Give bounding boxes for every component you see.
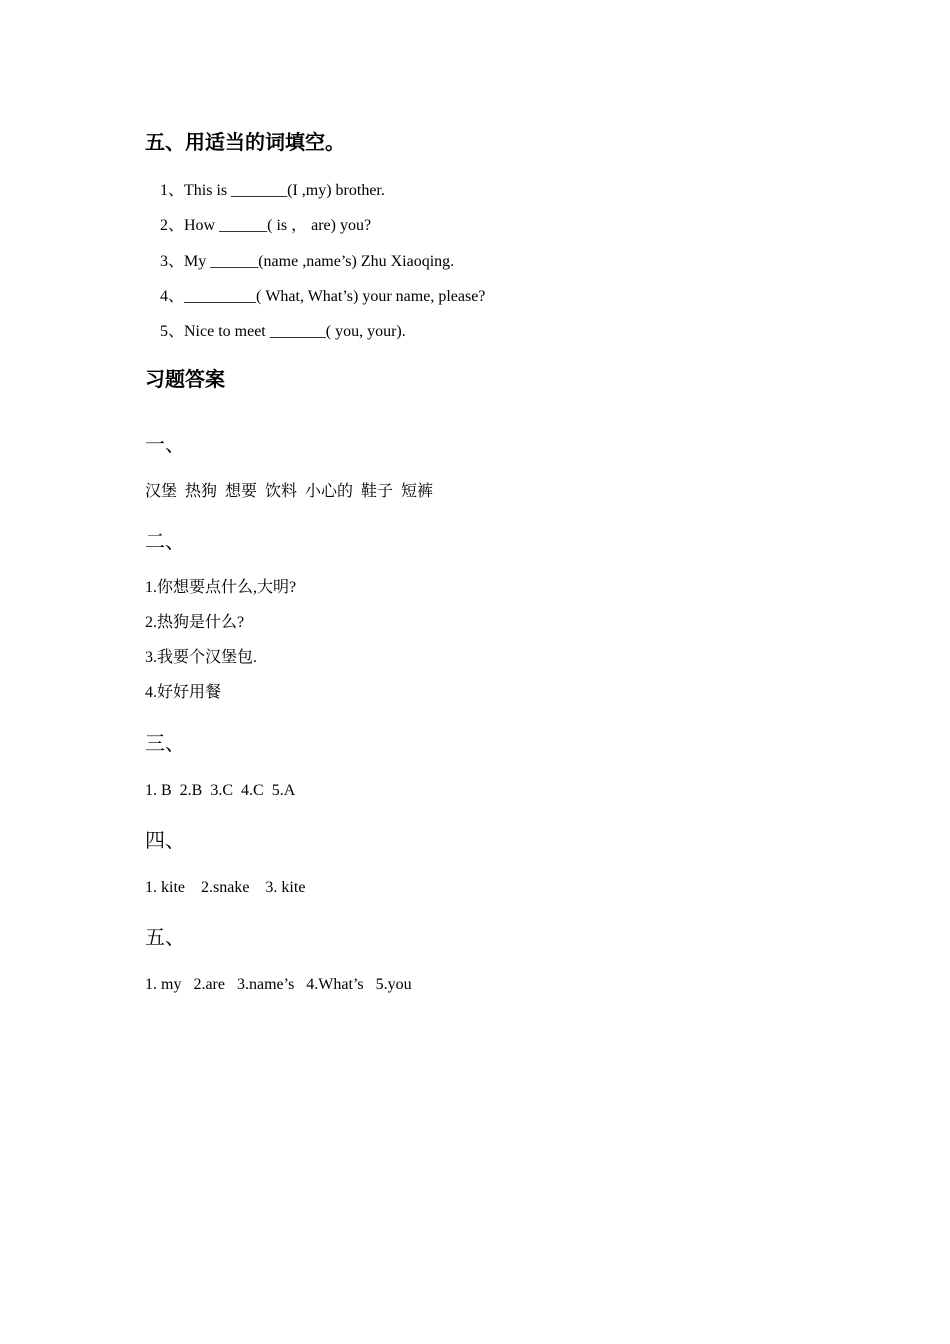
question-2: 2、How ______( is ， are) you? bbox=[160, 217, 372, 234]
question-1: 1、This is _______(I ,my) brother. bbox=[160, 182, 385, 199]
answers-title: 习题答案 bbox=[145, 367, 225, 391]
section-five-title: 五、用适当的词填空。 bbox=[145, 130, 345, 154]
answer-part-2-line-4: 4.好好用餐 bbox=[145, 684, 222, 701]
answer-part-4-label: 四、 bbox=[145, 828, 185, 852]
answer-part-2-line-1: 1.你想要点什么,大明? bbox=[145, 579, 297, 596]
question-4: 4、_________( What, What’s) your name, please? bbox=[160, 288, 486, 305]
answer-part-3-content: 1. B 2.B 3.C 4.C 5.A bbox=[145, 782, 296, 799]
question-5: 5、Nice to meet _______( you, your). bbox=[160, 323, 406, 340]
answer-part-2-label: 二、 bbox=[145, 529, 185, 553]
answer-part-3-label: 三、 bbox=[145, 731, 185, 755]
answer-part-5-label: 五、 bbox=[145, 925, 185, 949]
answer-part-5-content: 1. my 2.are 3.name’s 4.What’s 5.you bbox=[145, 976, 412, 993]
answer-part-2-line-2: 2.热狗是什么? bbox=[145, 614, 245, 631]
answer-part-2-line-3: 3.我要个汉堡包. bbox=[145, 649, 258, 666]
answer-part-1-content: 汉堡 热狗 想要 饮料 小心的 鞋子 短裤 bbox=[145, 483, 434, 500]
answer-part-4-content: 1. kite 2.snake 3. kite bbox=[145, 879, 306, 896]
question-3: 3、My ______(name ,name’s) Zhu Xiaoqing. bbox=[160, 253, 455, 270]
answer-part-1-label: 一、 bbox=[145, 432, 185, 456]
